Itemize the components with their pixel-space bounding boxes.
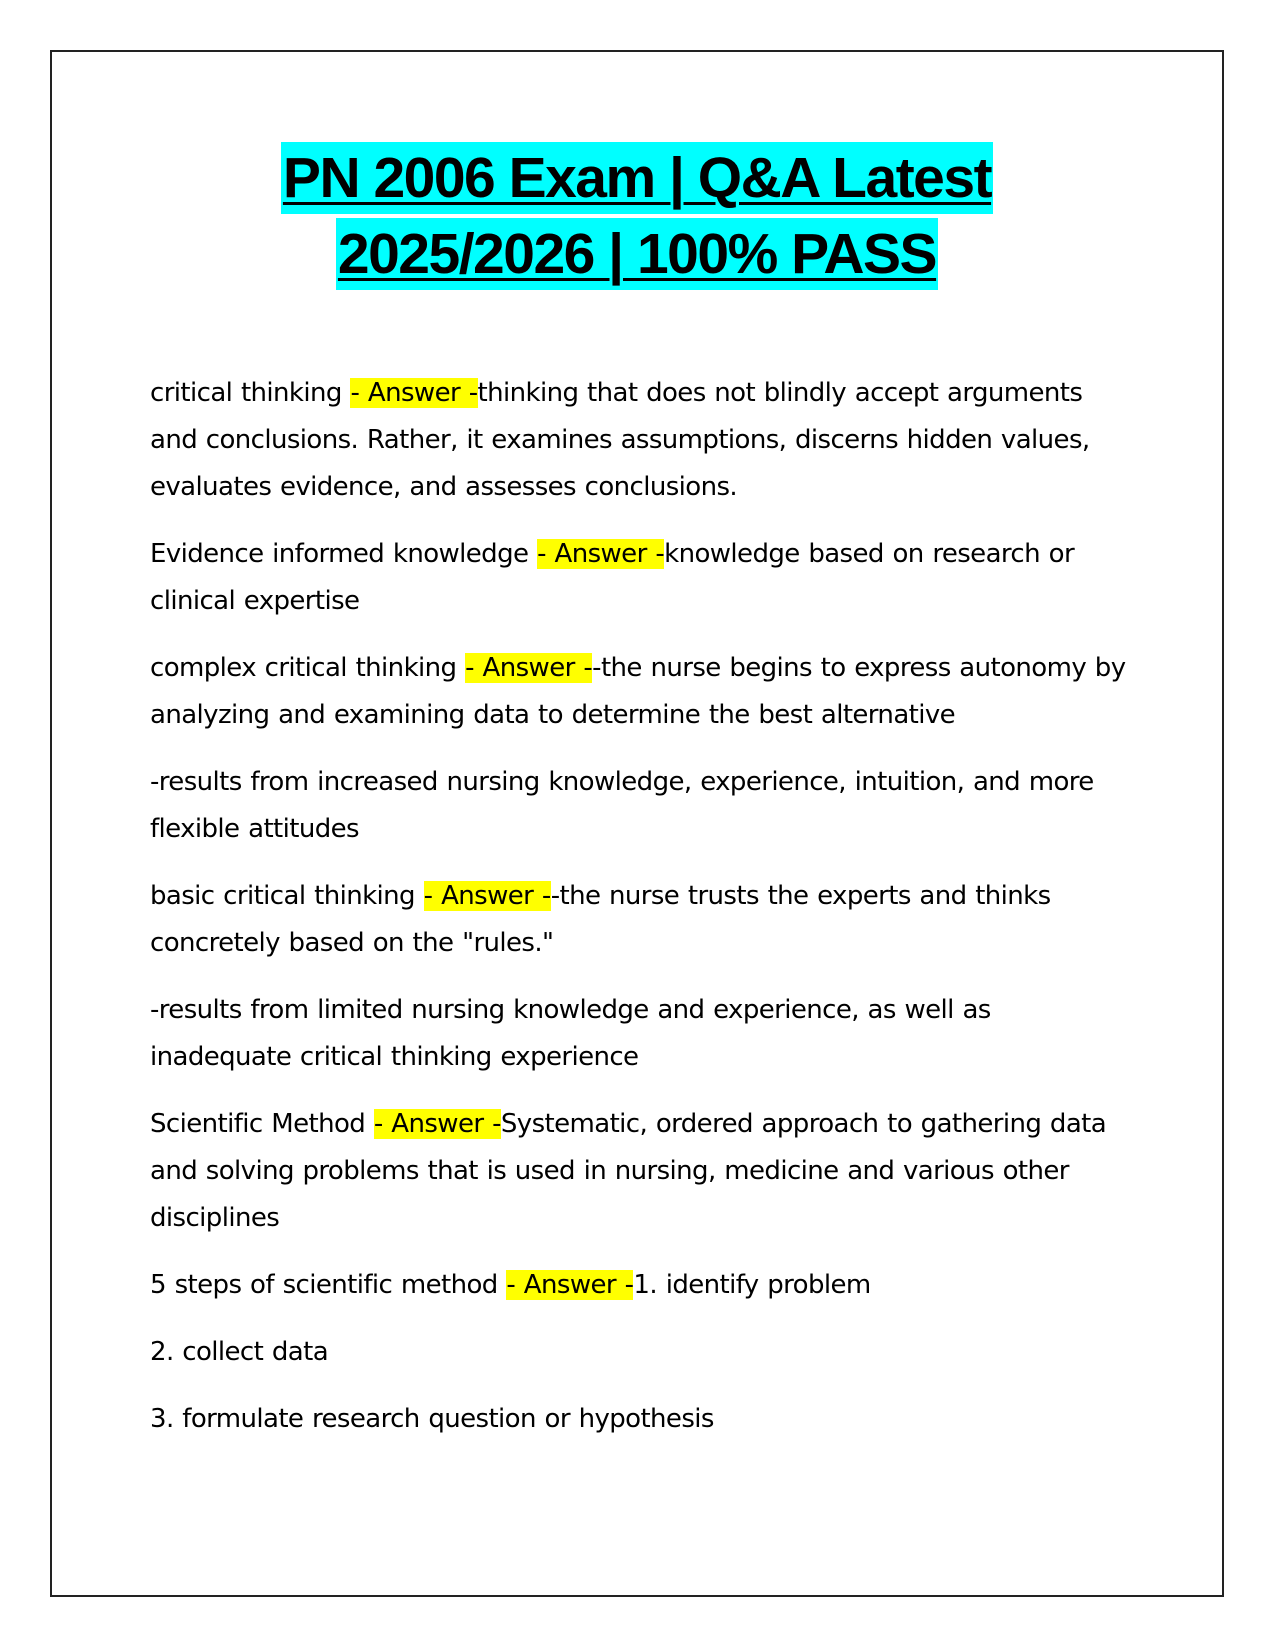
answer-marker: - Answer -	[465, 653, 593, 683]
qa-continuation: -results from limited nursing knowledge and experience, as well as inadequate critical thinking experience	[150, 995, 991, 1072]
qa-entry	[150, 1101, 1130, 1242]
answer-marker: - Answer -	[350, 378, 478, 408]
qa-entry	[150, 1262, 1130, 1309]
qa-definition: thinking that does not blindly accept arguments and conclusions. Rather, it examines assumptions, discerns hidden values, evaluates evidence, and assesses conclusions.	[150, 378, 1090, 502]
qa-continuation: 3. formulate research question or hypothesis	[150, 1404, 714, 1434]
answer-marker: - Answer -	[373, 1109, 501, 1139]
qa-definition: -the nurse begins to express autonomy by analyzing and examining data to determine the best alternative	[150, 653, 1126, 730]
qa-continuation: 2. collect data	[150, 1337, 329, 1367]
qa-entry	[150, 370, 1130, 511]
qa-entry	[150, 873, 1130, 967]
title-line-2: 2025/2026 | 100% PASS	[336, 218, 938, 290]
answer-marker: - Answer -	[537, 539, 665, 569]
qa-term: basic critical thinking	[150, 881, 424, 911]
qa-term: critical thinking	[150, 378, 351, 408]
qa-term: Scientific Method	[150, 1109, 374, 1139]
qa-term: Evidence informed knowledge	[150, 539, 538, 569]
qa-entry	[150, 645, 1130, 739]
answer-marker: - Answer -	[423, 881, 551, 911]
qa-definition: 1. identify problem	[633, 1270, 871, 1300]
title-line-1: PN 2006 Exam | Q&A Latest	[281, 142, 993, 214]
document-title	[50, 140, 1224, 292]
qa-definition: Systematic, ordered approach to gathering data and solving problems that is used in nursing, medicine and various other disciplines	[150, 1109, 1107, 1233]
answer-marker: - Answer -	[506, 1270, 634, 1300]
qa-definition: -the nurse trusts the experts and thinks concretely based on the "rules."	[150, 881, 1051, 958]
qa-content	[150, 370, 1130, 1463]
qa-term: 5 steps of scientific method	[150, 1270, 507, 1300]
qa-entry	[150, 531, 1130, 625]
qa-term: complex critical thinking	[150, 653, 466, 683]
qa-continuation: -results from increased nursing knowledge, experience, intuition, and more flexible attitudes	[150, 767, 1094, 844]
qa-definition: knowledge based on research or clinical expertise	[150, 539, 1075, 616]
